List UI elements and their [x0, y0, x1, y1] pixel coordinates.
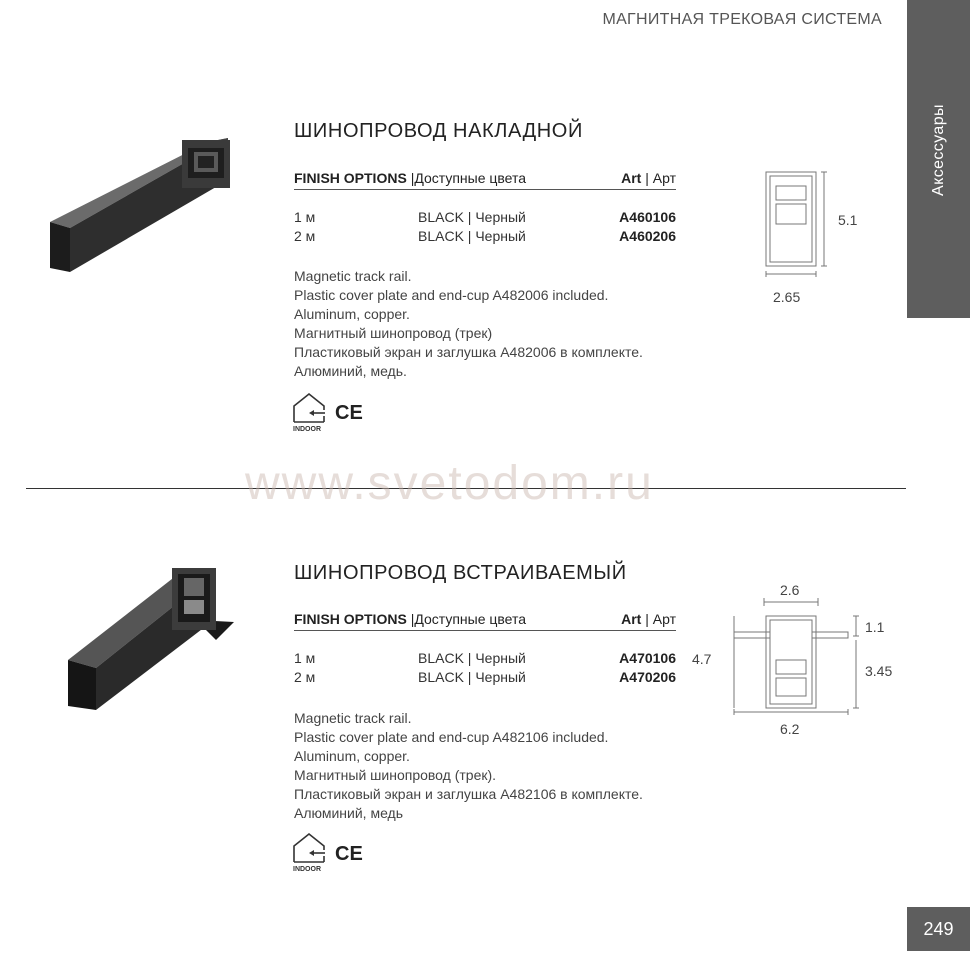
description-line: Aluminum, copper. — [294, 748, 410, 764]
finish-options-label-ru: |Доступные цвета — [410, 170, 527, 186]
ce-mark-icon: CE — [335, 402, 363, 424]
finish-table-header — [294, 611, 676, 631]
product-image-recessed-rail — [66, 560, 238, 720]
description-line: Магнитный шинопровод (трек). — [294, 767, 497, 783]
side-tab-label: Аксессуары — [929, 104, 947, 196]
indoor-label: INDOOR — [293, 426, 321, 433]
indoor-label: INDOOR — [293, 866, 321, 873]
dim-top-width: 2.6 — [780, 582, 800, 598]
row-length: 2 м — [294, 669, 316, 685]
description-line: Пластиковый экран и заглушка A482006 в комплекте. — [294, 344, 643, 360]
product-description — [294, 267, 643, 381]
row-color: BLACK | Черный — [418, 228, 526, 244]
finish-options-label-ru: |Доступные цвета — [410, 611, 527, 627]
row-art: A460206 — [619, 228, 676, 244]
watermark: www.svetodom.ru — [245, 457, 654, 510]
row-length: 1 м — [294, 209, 316, 225]
row-length: 2 м — [294, 228, 316, 244]
dim-total-height: 4.7 — [692, 651, 712, 667]
finish-table-header — [294, 170, 676, 190]
table-row — [294, 650, 676, 669]
product-description — [294, 709, 643, 823]
side-tab[interactable] — [907, 0, 970, 318]
row-length: 1 м — [294, 650, 316, 666]
product-title: ШИНОПРОВОД ВСТРАИВАЕМЫЙ — [294, 562, 627, 584]
art-label: Art — [621, 170, 642, 186]
row-color: BLACK | Черный — [418, 650, 526, 666]
table-row — [294, 669, 676, 688]
page-number: 249 — [907, 907, 970, 951]
page-header-title: МАГНИТНАЯ ТРЕКОВАЯ СИСТЕМА — [602, 11, 882, 28]
dim-width: 6.2 — [780, 721, 800, 737]
art-label-ru: | Арт — [645, 611, 676, 627]
dim-body-height: 3.45 — [865, 663, 893, 679]
profile-drawing-recessed — [722, 596, 862, 720]
finish-options-label: FINISH OPTIONS — [294, 170, 407, 186]
table-row — [294, 209, 676, 228]
row-art: A460106 — [619, 209, 676, 225]
dim-width: 2.65 — [773, 289, 801, 305]
description-line: Магнитный шинопровод (трек) — [294, 325, 493, 341]
description-line: Plastic cover plate and end-cup A482006 included. — [294, 287, 609, 303]
table-row — [294, 228, 676, 247]
description-line: Plastic cover plate and end-cup A482106 included. — [294, 729, 609, 745]
description-line: Magnetic track rail. — [294, 268, 412, 284]
finish-options-label: FINISH OPTIONS — [294, 611, 407, 627]
row-art: A470106 — [619, 650, 676, 666]
dim-flange: 1.1 — [865, 619, 885, 635]
row-color: BLACK | Черный — [418, 209, 526, 225]
ce-mark-icon: CE — [335, 843, 363, 865]
description-line: Aluminum, copper. — [294, 306, 410, 322]
product-image-surface-rail — [48, 130, 238, 275]
profile-drawing-surface — [752, 168, 842, 278]
description-line: Алюминий, медь — [294, 805, 404, 821]
row-art: A470206 — [619, 669, 676, 685]
description-line: Пластиковый экран и заглушка A482106 в комплекте. — [294, 786, 643, 802]
art-label-ru: | Арт — [645, 170, 676, 186]
product-title: ШИНОПРОВОД НАКЛАДНОЙ — [294, 120, 583, 142]
dim-height: 5.1 — [838, 212, 858, 228]
description-line: Алюминий, медь. — [294, 363, 407, 379]
row-color: BLACK | Черный — [418, 669, 526, 685]
art-label: Art — [621, 611, 642, 627]
description-line: Magnetic track rail. — [294, 710, 412, 726]
